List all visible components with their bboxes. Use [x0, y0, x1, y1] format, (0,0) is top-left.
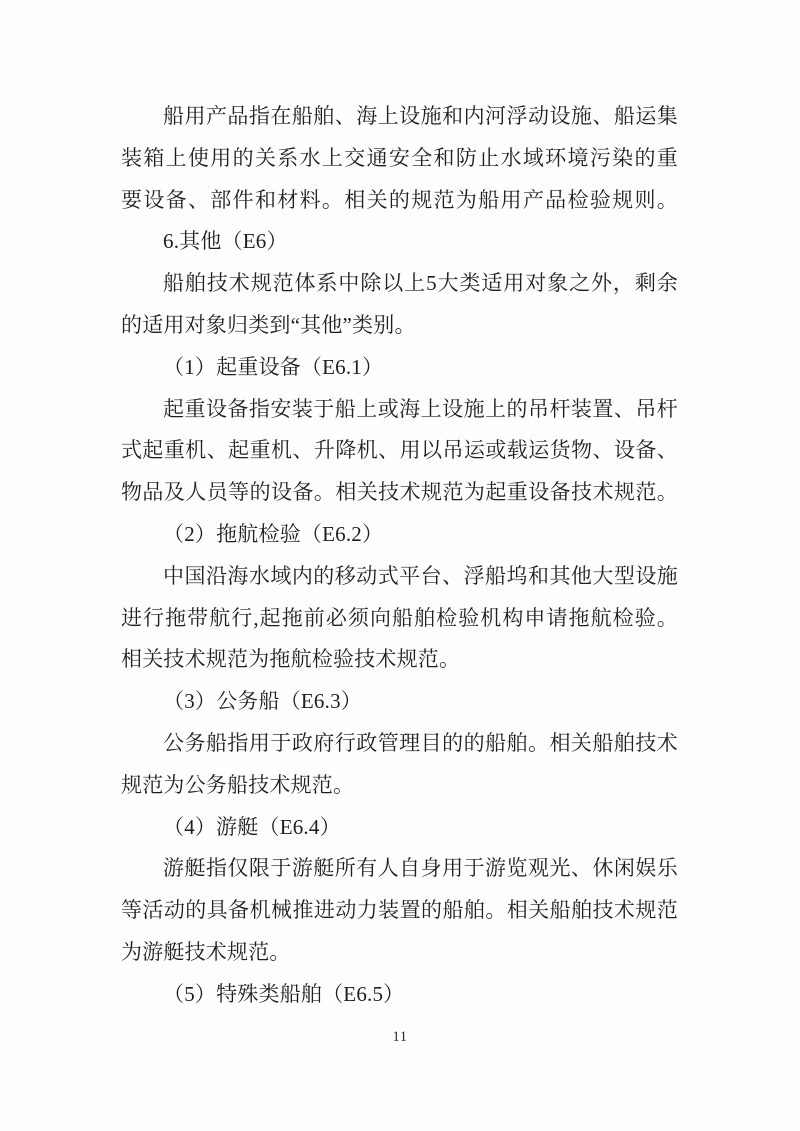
text-line: 进行拖带航行,起拖前必须向船舶检验机构申请拖航检验。 — [121, 605, 678, 630]
document-body — [121, 96, 678, 1016]
heading-yacht-e6-4 — [121, 807, 678, 849]
heading-special-ships-e6-5 — [121, 974, 678, 1016]
text-line: 要设备、部件和材料。相关的规范为船用产品检验规则。 — [121, 187, 678, 212]
text-line: 起重设备指安装于船上或海上设施上的吊杆装置、吊杆 — [163, 396, 678, 421]
text-line: 相关技术规范为拖航检验技术规范。 — [121, 647, 461, 672]
text-line: 中国沿海水域内的移动式平台、浮船坞和其他大型设施 — [163, 563, 678, 588]
text-line: 物品及人员等的设备。相关技术规范为起重设备技术规范。 — [121, 480, 678, 505]
para-lifting-equipment — [121, 389, 678, 514]
text-line: 游艇指仅限于游艇所有人自身用于游览观光、休闲娱乐 — [163, 856, 678, 881]
para-marine-products — [121, 96, 678, 221]
text-line: （3）公务船（E6.3） — [163, 689, 362, 714]
heading-other-e6 — [121, 221, 678, 263]
text-line: 船舶技术规范体系中除以上5大类适用对象之外，剩余 — [163, 271, 678, 296]
text-line: 为游艇技术规范。 — [121, 939, 291, 964]
text-line: 装箱上使用的关系水上交通安全和防止水域环境污染的重 — [121, 145, 678, 170]
text-line: 6.其他（E6） — [163, 229, 288, 254]
text-line: （4）游艇（E6.4） — [163, 814, 341, 839]
text-line: 船用产品指在船舶、海上设施和内河浮动设施、船运集 — [163, 104, 678, 128]
heading-government-ship-e6-3 — [121, 681, 678, 723]
text-line: （5）特殊类船舶（E6.5） — [163, 981, 405, 1006]
text-line: 公务船指用于政府行政管理目的的船舶。相关船舶技术 — [163, 730, 678, 755]
para-e6-intro — [121, 263, 678, 347]
text-line: 等活动的具备机械推进动力装置的船舶。相关船舶技术规范 — [121, 898, 678, 923]
para-government-ship — [121, 723, 678, 807]
heading-lifting-equipment-e6-1 — [121, 347, 678, 389]
page-footer — [0, 1028, 800, 1046]
text-line: 式起重机、起重机、升降机、用以吊运或载运货物、设备、 — [121, 438, 678, 463]
page-number: 11 — [392, 1029, 408, 1045]
para-yacht — [121, 848, 678, 973]
text-line: （2）拖航检验（E6.2） — [163, 521, 384, 546]
heading-towing-survey-e6-2 — [121, 514, 678, 556]
text-line: （1）起重设备（E6.1） — [163, 354, 384, 379]
para-towing-survey — [121, 556, 678, 681]
text-line: 的适用对象归类到“其他”类别。 — [121, 312, 416, 337]
text-line: 规范为公务船技术规范。 — [121, 772, 355, 797]
